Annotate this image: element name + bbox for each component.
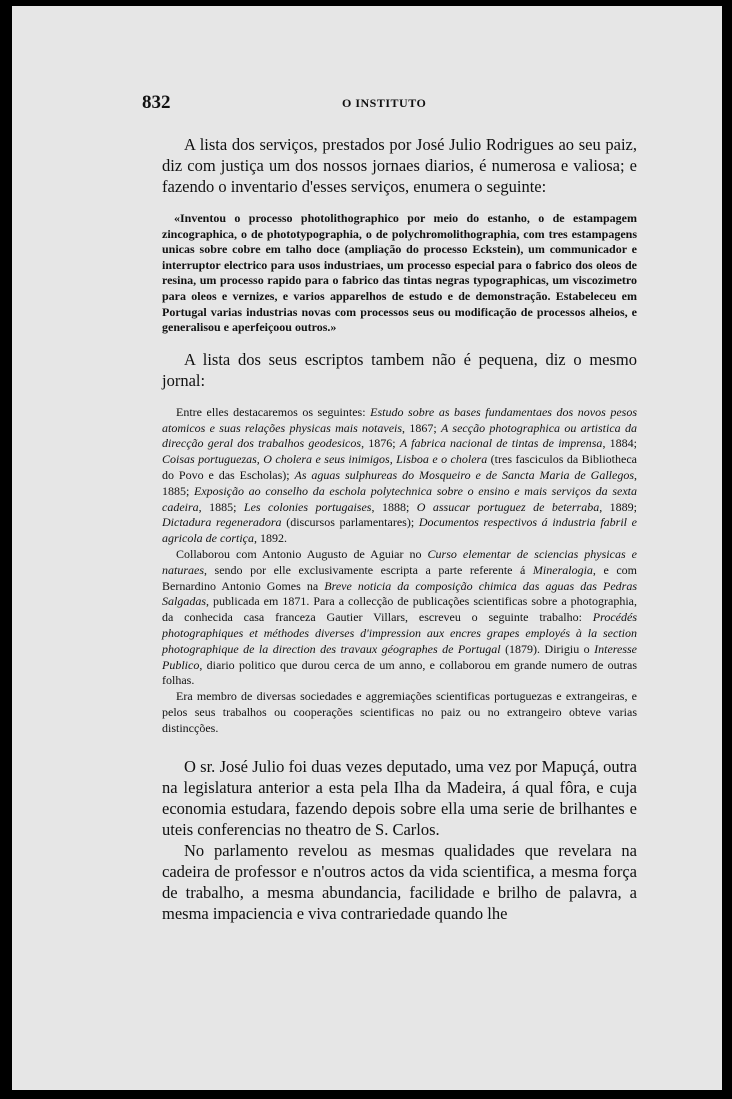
page-number: 832 [142, 92, 171, 113]
text-run: , 1885; [198, 499, 244, 514]
text-run: (1879). Dirigiu o [500, 641, 595, 656]
text-run: , sendo por elle exclusivamente escripta a parte referente á [204, 562, 533, 577]
text-run: (tres fasciculos da Bibliotheca do Povo e das Escholas); [162, 452, 637, 482]
italic-title: Documentos respectivos á industria fabril e agricola de cortiça [162, 515, 638, 546]
text-run: , 1876; [361, 436, 400, 451]
paragraph-writings-intro: A lista dos seus escriptos tambem não é pequena, diz o mesmo jornal: [162, 349, 637, 390]
text-run: , diario politico que durou cerca de um anno, e collaborou em grande numero de outras folhas. [162, 657, 637, 688]
italic-title: Dictadura regeneradora [162, 515, 282, 530]
paragraph-memberships: Era membro de diversas sociedades e aggremiações scientificas portuguezas e extrangeiras, e pelos seus trabalhos ou cooperações scientificas no paiz ou no extrangeiro obteve varias distincções. [162, 689, 637, 735]
text-run: , 1888; [371, 499, 417, 514]
italic-title: Les colonies portugaises [243, 499, 372, 514]
italic-title: Exposição ao conselho da eschola polytechnica sobre o ensino e mais serviços da sexta cadeira [162, 483, 637, 514]
text-run: , 1892. [253, 531, 287, 546]
italic-title: As aguas sulphureas do Mosqueiro e de Sancta Maria de Gallegos [294, 467, 634, 482]
text-run: , 1889; [599, 499, 637, 514]
paragraph-works-list [162, 405, 637, 547]
paragraph-services-intro: A lista dos serviços, prestados por José Julio Rodrigues ao seu paiz, diz com justiça um dos nossos jornaes diarios, é numerosa e valiosa; e fazendo o inventario d'esses serviços, enumera o seguinte: [162, 135, 637, 196]
italic-title: O assucar portuguez de beterraba [416, 499, 600, 514]
text-run: , publicada em 1871. Para a collecção de publicações scientificas sobre a photographia, da conhecida casa franceza Gautier Villars, escreveu o seguinte trabalho: [162, 594, 637, 625]
italic-title: Coisas portuguezas, O cholera e seus inimigos, Lisboa e o cholera [162, 452, 488, 467]
running-title: O INSTITUTO [342, 96, 427, 110]
paragraph-deputy: O sr. José Julio foi duas vezes deputado, uma vez por Mapuçá, outra na legislatura anterior a esta pela Ilha da Madeira, á qual fôra, e cuja economia estudara, fazendo depois sobre ella uma serie de brilhantes e uteis conferencias no theatro de S. Carlos. [162, 757, 637, 840]
italic-title: A fabrica nacional de tintas de imprensa [399, 436, 603, 451]
paragraph-parliament: No parlamento revelou as mesmas qualidades que revelara na cadeira de professor e n'outros actos da vida scientifica, a mesma força de trabalho, a mesma abundancia, facilidade e brilho de palavra, a mesma impaciencia e viva contrariedade quando lhe [162, 841, 637, 924]
text-run: Entre elles destacaremos os seguintes: [176, 404, 371, 419]
italic-title: Mineralogia [532, 562, 593, 577]
italic-title: A secção photographica ou artistica da direcção geral dos trabalhos geodesicos [162, 420, 637, 451]
italic-title: Interesse Publico [162, 641, 637, 672]
text-run: Collaborou com Antonio Augusto de Aguiar no [176, 546, 428, 561]
text-run: , 1885; [162, 467, 637, 498]
page-body [162, 134, 637, 924]
paragraph-collaborations [162, 547, 637, 689]
page-header [12, 92, 722, 114]
text-run: , e com Bernardino Antonio Gomes na [162, 562, 637, 593]
text-run: (discursos parlamentares); [281, 515, 419, 530]
italic-title: Curso elementar de sciencias physicas e naturaes [162, 546, 637, 577]
italic-title: Estudo sobre as bases fundamentaes dos novos pesos atomicos e suas relações physicas mais notaveis [162, 404, 637, 435]
italic-title: Procédés photographiques et méthodes diverses d'impression aux encres grapes employés à la section photographique de la direction des travaux géographes de Portugal [162, 610, 637, 656]
italic-title: Breve noticia da composição chimica das aguas das Pedras Salgadas [162, 578, 637, 609]
text-run: , 1867; [402, 420, 441, 435]
text-run: , 1884; [602, 436, 637, 451]
quoted-services-list: «Inventou o processo photolithographico por meio do estanho, o de estampagem zincographica, o de phototypographia, o de polychromolithographia, com tres estampagens unicas sobre cobre em talho doce (ampliação do processo Eckstein), um communicador e interruptor electrico para usos industriaes, um processo especial para o fabrico dos oleos de resina, um processo rapido para o fabrico das tintas negras typographicas, um viscozimetro para oleos e vernizes, e varios apparelhos de estudo e de demonstração. Estabeleceu em Portugal varias industrias novas com processos seus ou modificação de processos alheios, e generalisou e aperfeiçoou outros.» [162, 211, 637, 335]
book-page [12, 6, 722, 1090]
